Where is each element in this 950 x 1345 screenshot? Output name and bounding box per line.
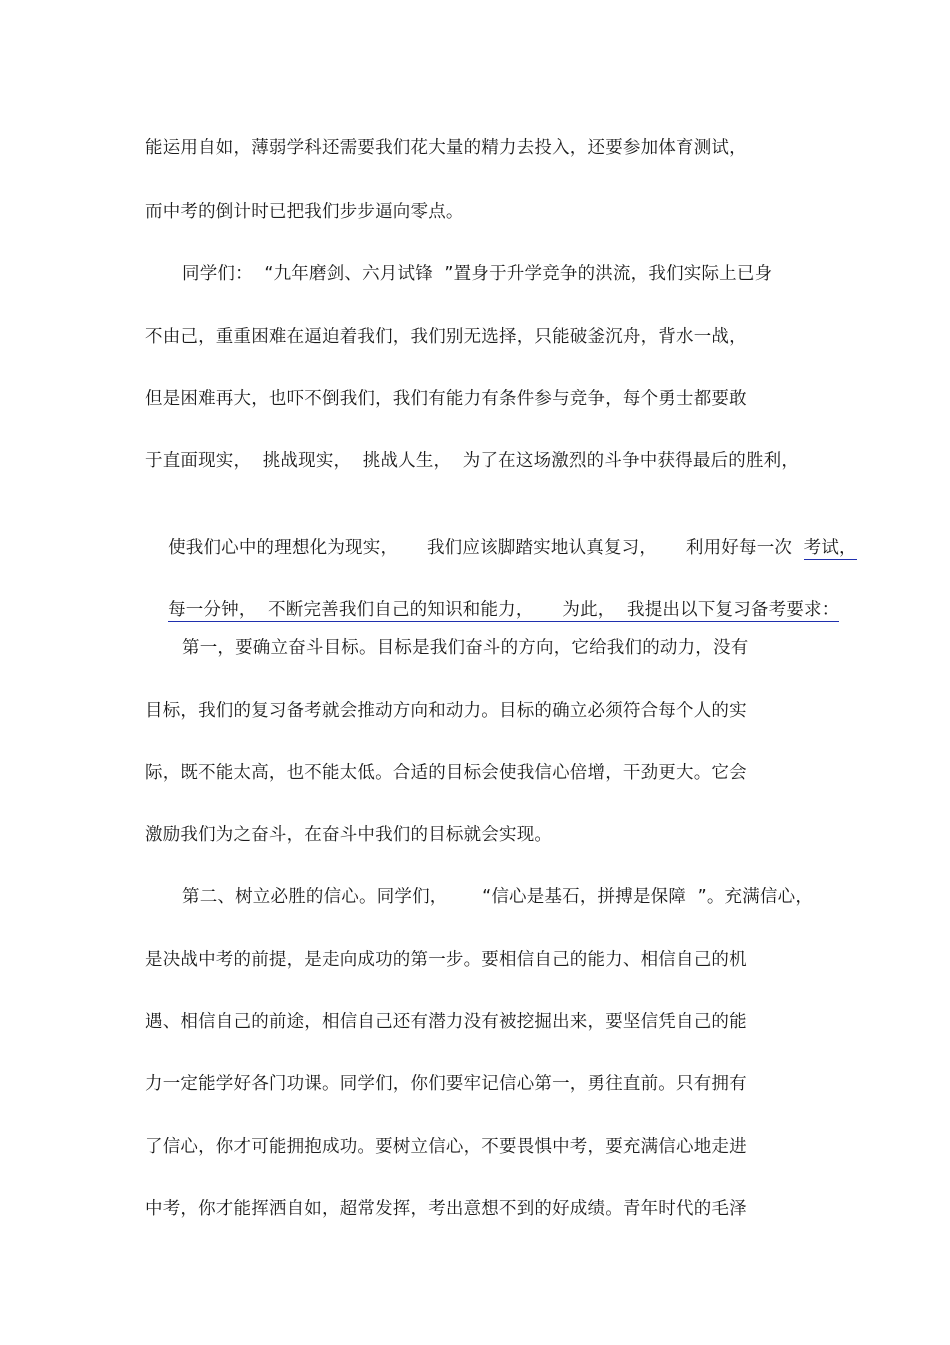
- text-line-2: 而中考的倒计时已把我们步步逼向零点。: [145, 202, 464, 222]
- text-line-14: 是决战中考的前提，是走向成功的第一步。要相信自己的能力、相信自己的机: [145, 950, 747, 970]
- underlined-text-exam: 考试，: [803, 538, 857, 558]
- text-line-12: 激励我们为之奋斗，在奋斗中我们的目标就会实现。: [145, 825, 553, 845]
- text-line-1: 能运用自如，薄弱学科还需要我们花大量的精力去投入，还要参加体育测试，: [145, 138, 747, 158]
- text-line-5: 但是困难再大，也吓不倒我们，我们有能力有条件参与竞争，每个勇士都要敢: [145, 389, 747, 409]
- text-line-10: 目标，我们的复习备考就会推动方向和动力。目标的确立必须符合每个人的实: [145, 701, 747, 721]
- text-line-3: 同学们： “九年磨剑、六月试锋 ”置身于升学竞争的洪流，我们实际上已身: [182, 264, 773, 284]
- text-line-11: 际，既不能太高，也不能太低。合适的目标会使我信心倍增，干劲更大。它会: [145, 763, 747, 783]
- text-line-7-plain: 使我们心中的理想化为现实， 我们应该脚踏实地认真复习， 利用好每一次: [168, 538, 804, 558]
- text-line-13: 第二、树立必胜的信心。同学们， “信心是基石，拼搏是保障 ”。充满信心，: [182, 887, 814, 907]
- text-line-17: 了信心，你才可能拥抱成功。要树立信心，不要畏惧中考，要充满信心地走进: [145, 1137, 747, 1157]
- text-line-16: 力一定能学好各门功课。同学们，你们要牢记信心第一，勇往直前。只有拥有: [145, 1074, 747, 1094]
- text-line-9: 第一，要确立奋斗目标。目标是我们奋斗的方向，它给我们的动力，没有: [182, 638, 749, 658]
- text-line-4: 不由己，重重困难在逼迫着我们，我们别无选择，只能破釜沉舟，背水一战，: [145, 327, 747, 347]
- underlined-text-line-8: 每一分钟， 不断完善我们自己的知识和能力， 为此， 我提出以下复习备考要求：: [168, 600, 840, 620]
- text-line-6: 于直面现实， 挑战现实， 挑战人生， 为了在这场激烈的斗争中获得最后的胜利，: [145, 451, 800, 471]
- text-line-15: 遇、相信自己的前途，相信自己还有潜力没有被挖掘出来，要坚信凭自己的能: [145, 1012, 747, 1032]
- text-line-18: 中考，你才能挥洒自如，超常发挥，考出意想不到的好成绩。青年时代的毛泽: [145, 1199, 747, 1219]
